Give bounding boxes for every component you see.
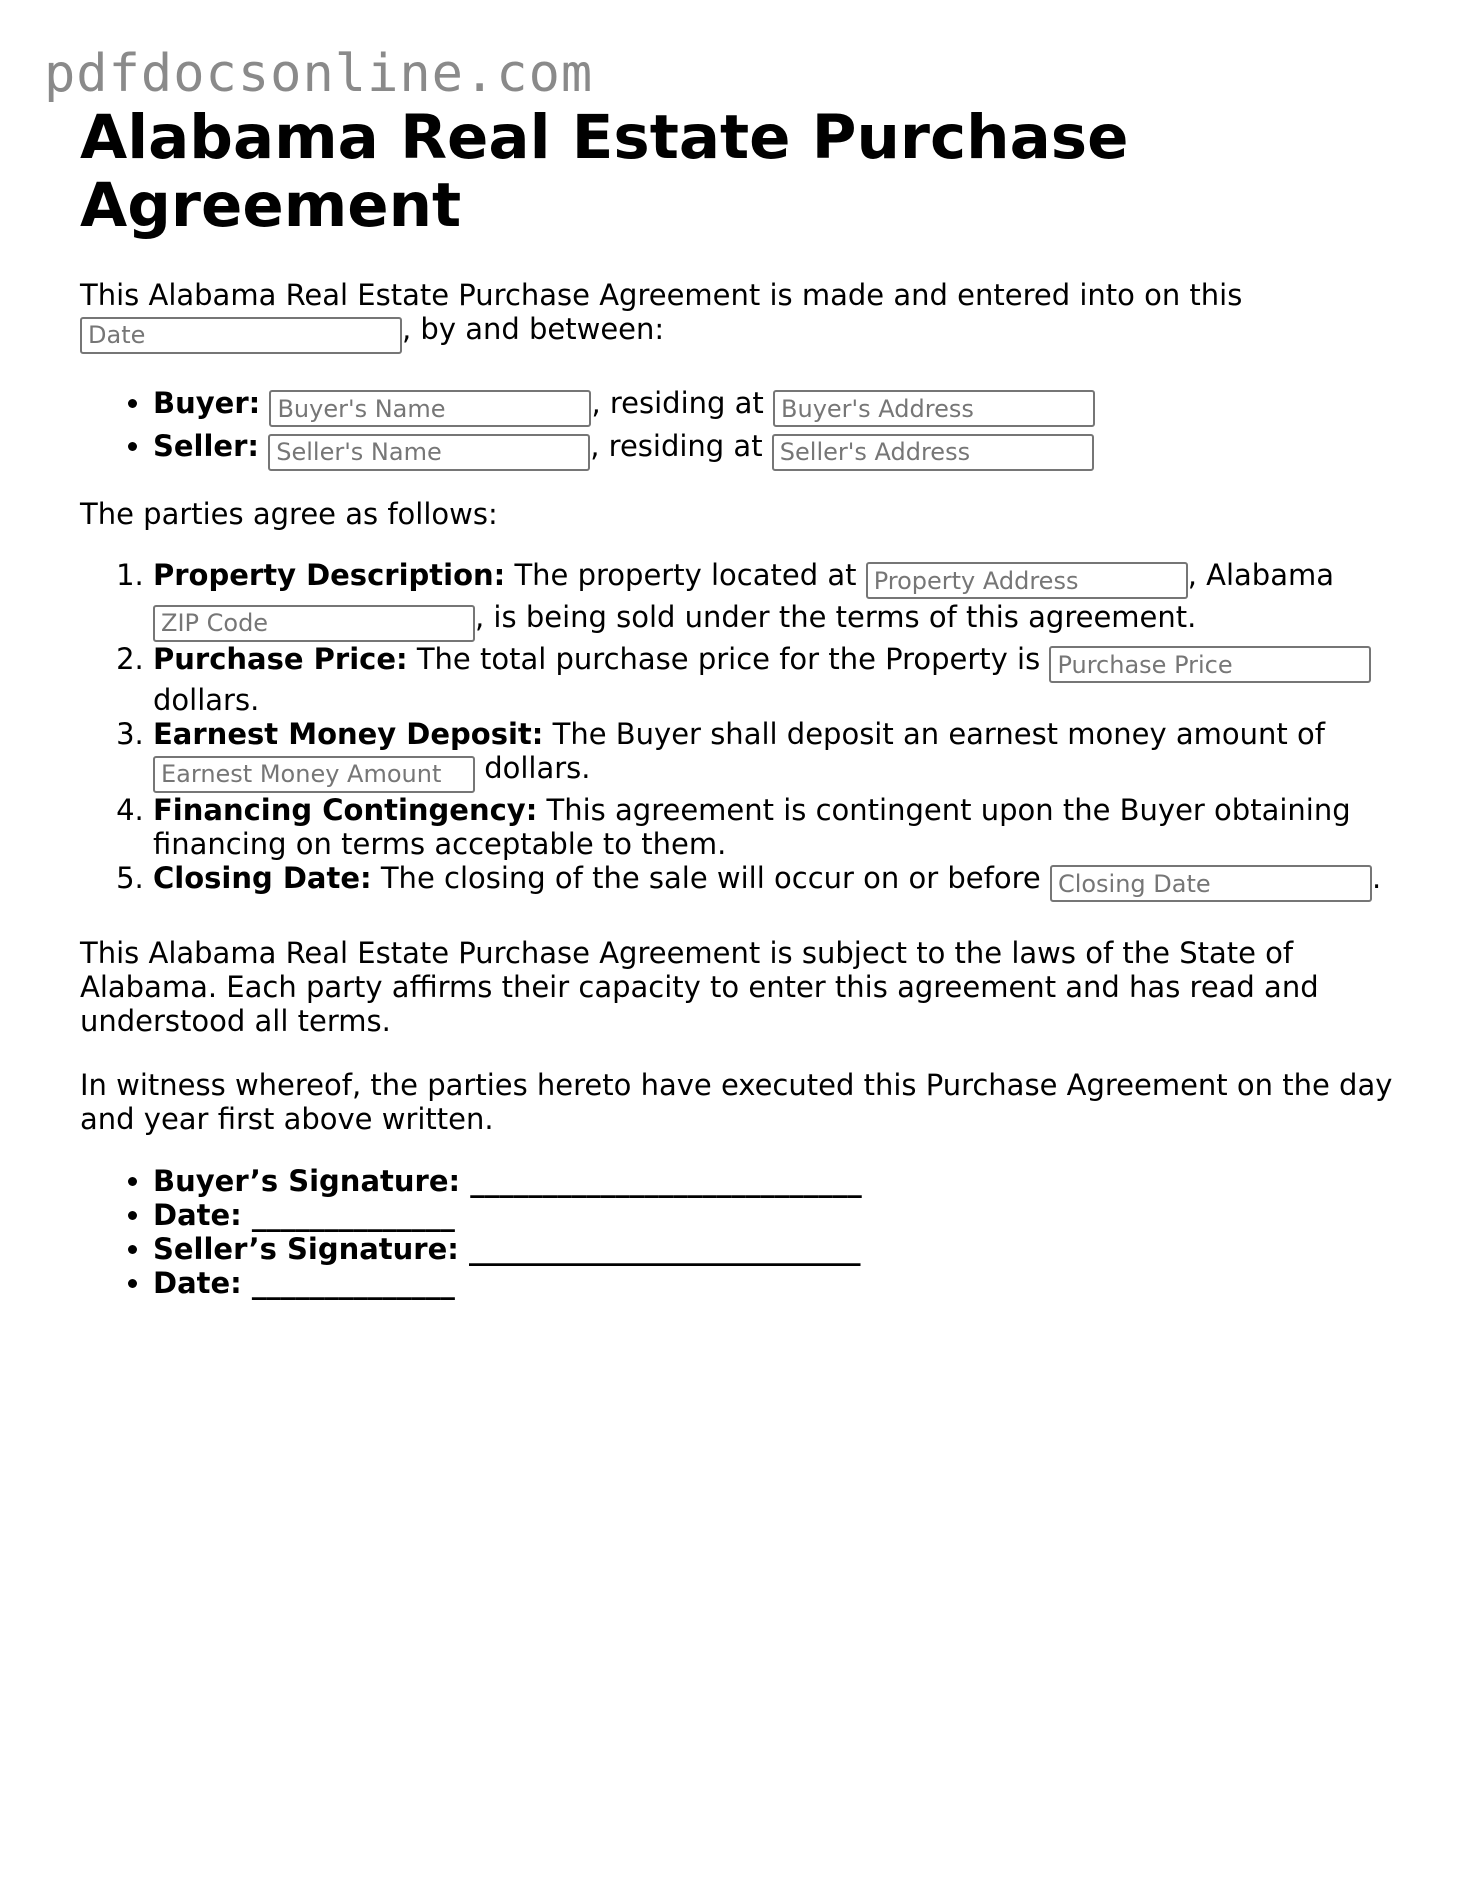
party-seller (153, 427, 1400, 471)
seller-signature-line: • Seller’s Signature: ___________________________ (153, 1232, 1400, 1266)
closing-text-1: The closing of the sale will occur on or before (380, 860, 1041, 895)
property-label: Property Description: (153, 557, 506, 592)
document (80, 104, 1400, 1300)
closing-date-input[interactable] (1050, 865, 1372, 902)
zip-code-input[interactable] (153, 605, 475, 642)
term-earnest-money (153, 717, 1400, 793)
document-title: Alabama Real Estate Purchase Agreement (80, 102, 1129, 241)
terms-list (80, 557, 1400, 903)
agreement-date-input[interactable] (80, 317, 402, 354)
intro-text-after: , by and between: (402, 312, 665, 346)
agree-text: The parties agree as follows: (80, 496, 498, 531)
property-text-2: , Alabama (1187, 557, 1334, 592)
property-text-3: , is being sold under the terms of this agreement. (475, 600, 1197, 634)
price-label: Purchase Price: (153, 641, 408, 676)
seller-address-input[interactable] (772, 434, 1094, 471)
seller-date-line: • Date: ______________ (153, 1266, 1400, 1300)
buyer-name-input[interactable] (269, 390, 591, 427)
laws-paragraph: This Alabama Real Estate Purchase Agreement is subject to the laws of the State of Alabama. Each party affirms their capacity to enter this agreement and has read and understood all terms. (80, 936, 1319, 1038)
intro-paragraph (80, 278, 1400, 354)
earnest-text-1: The Buyer shall deposit an earnest money amount of (552, 717, 1325, 751)
buyer-residing-text: , residing at (591, 385, 764, 420)
signature-list (80, 1164, 1400, 1300)
buyer-address-input[interactable] (773, 390, 1095, 427)
purchase-price-input[interactable] (1049, 646, 1371, 683)
party-buyer (153, 384, 1400, 428)
buyer-date-line: • Date: ______________ (153, 1198, 1400, 1232)
buyer-label: Buyer: (153, 385, 261, 420)
financing-text: This agreement is contingent upon the Buyer obtaining financing on terms acceptable to them. (153, 792, 1351, 861)
watermark: pdfdocsonline.com (44, 44, 594, 104)
term-property-description (153, 557, 1400, 642)
financing-label: Financing Contingency: (153, 792, 538, 827)
term-purchase-price (153, 642, 1400, 718)
seller-name-input[interactable] (268, 434, 590, 471)
price-text-2: dollars. (153, 683, 260, 717)
parties-list (80, 384, 1400, 471)
earnest-label: Earnest Money Deposit: (153, 717, 544, 751)
seller-residing-text: , residing at (590, 429, 763, 463)
intro-text: This Alabama Real Estate Purchase Agreement is made and entered into on this (80, 278, 1243, 312)
closing-text-2: . (1371, 860, 1382, 895)
seller-label: Seller: (153, 429, 260, 463)
property-address-input[interactable] (866, 562, 1188, 599)
closing-label: Closing Date: (153, 860, 372, 895)
buyer-signature-line: • Buyer’s Signature: ___________________________ (153, 1164, 1400, 1198)
price-text-1: The total purchase price for the Property is (416, 641, 1041, 676)
term-financing-contingency (153, 793, 1400, 861)
earnest-text-2: dollars. (484, 751, 591, 785)
property-text-1: The property located at (514, 557, 857, 592)
earnest-money-input[interactable] (153, 756, 475, 793)
term-closing-date (153, 861, 1400, 903)
witness-paragraph: In witness whereof, the parties hereto have executed this Purchase Agreement on the day and year first above written. (80, 1068, 1393, 1136)
